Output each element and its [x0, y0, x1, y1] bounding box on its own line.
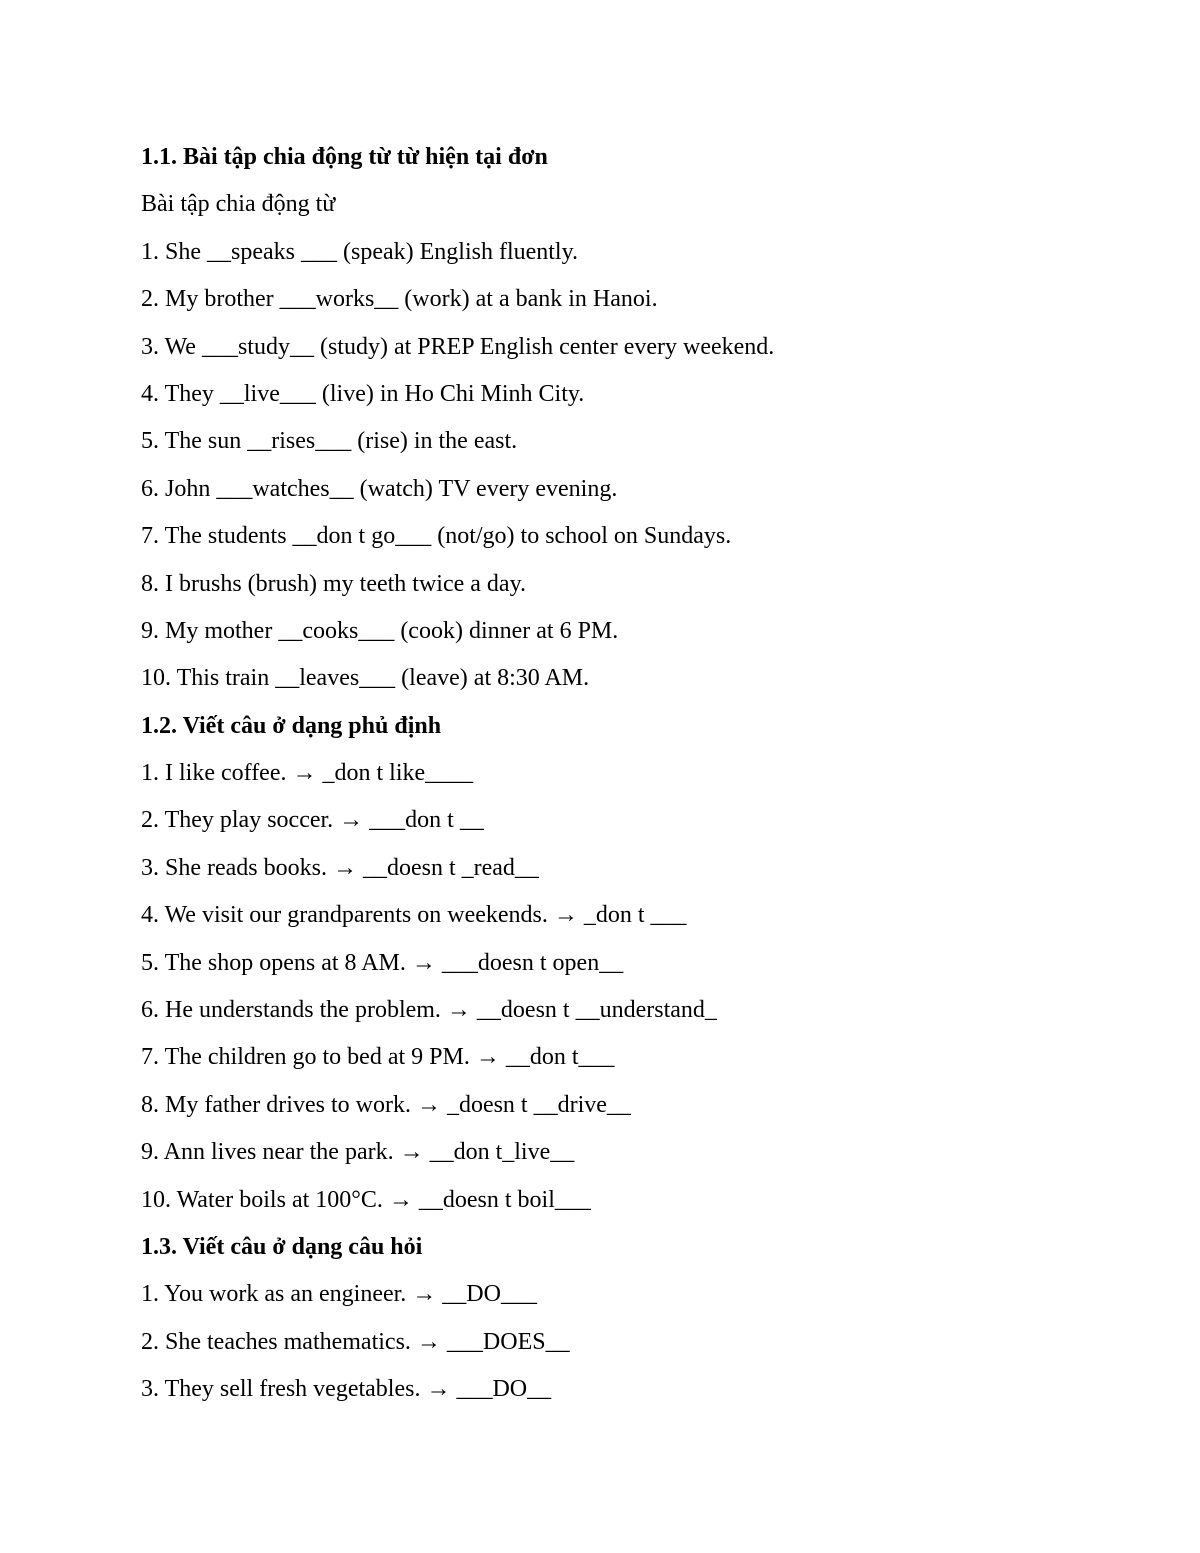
exercise-item: 7. The students __don t go___ (not/go) to school on Sundays.	[141, 523, 732, 550]
exercise-item: 1. I like coffee. → _don t like____	[141, 760, 474, 787]
exercise-item: 2. She teaches mathematics. → ___DOES__	[141, 1328, 570, 1355]
document-content	[141, 134, 1141, 1414]
exercise-item: 9. My mother __cooks___ (cook) dinner at 6 PM.	[141, 617, 619, 644]
exercise-item: 8. My father drives to work. → _doesn t __drive__	[141, 1091, 631, 1118]
exercise-item: 2. They play soccer. → ___don t __	[141, 807, 484, 834]
exercise-item: 4. They __live___ (live) in Ho Chi Minh City.	[141, 380, 585, 407]
exercise-item: 5. The sun __rises___ (rise) in the east.	[141, 428, 518, 455]
exercise-item: 7. The children go to bed at 9 PM. → __don t___	[141, 1044, 615, 1071]
exercise-item: 1. You work as an engineer. → __DO___	[141, 1281, 537, 1308]
section-3-heading: 1.3. Viết câu ở dạng câu hỏi	[141, 1233, 423, 1260]
exercise-item: 3. They sell fresh vegetables. → ___DO__	[141, 1376, 552, 1403]
exercise-item: 4. We visit our grandparents on weekends. → _don t ___	[141, 902, 687, 929]
section-1-heading: 1.1. Bài tập chia động từ từ hiện tại đơn	[141, 144, 548, 170]
section-2-heading: 1.2. Viết câu ở dạng phủ định	[141, 712, 442, 739]
exercise-item: 8. I brushs (brush) my teeth twice a day.	[141, 570, 527, 597]
section-1-subheading: Bài tập chia động từ	[141, 191, 336, 218]
exercise-item: 10. Water boils at 100°C. → __doesn t boil___	[141, 1186, 591, 1213]
exercise-item: 3. We ___study__ (study) at PREP English center every weekend.	[141, 333, 775, 360]
exercise-item: 9. Ann lives near the park. → __don t_live__	[141, 1139, 575, 1166]
exercise-item: 2. My brother ___works__ (work) at a bank in Hanoi.	[141, 286, 658, 313]
exercise-item: 6. John ___watches__ (watch) TV every evening.	[141, 475, 618, 502]
exercise-item: 1. She __speaks ___ (speak) English fluently.	[141, 238, 579, 265]
exercise-item: 10. This train __leaves___ (leave) at 8:30 AM.	[141, 665, 590, 692]
exercise-item: 3. She reads books. → __doesn t _read__	[141, 854, 539, 881]
exercise-item: 5. The shop opens at 8 AM. → ___doesn t open__	[141, 949, 624, 976]
exercise-item: 6. He understands the problem. → __doesn t __understand_	[141, 997, 717, 1024]
